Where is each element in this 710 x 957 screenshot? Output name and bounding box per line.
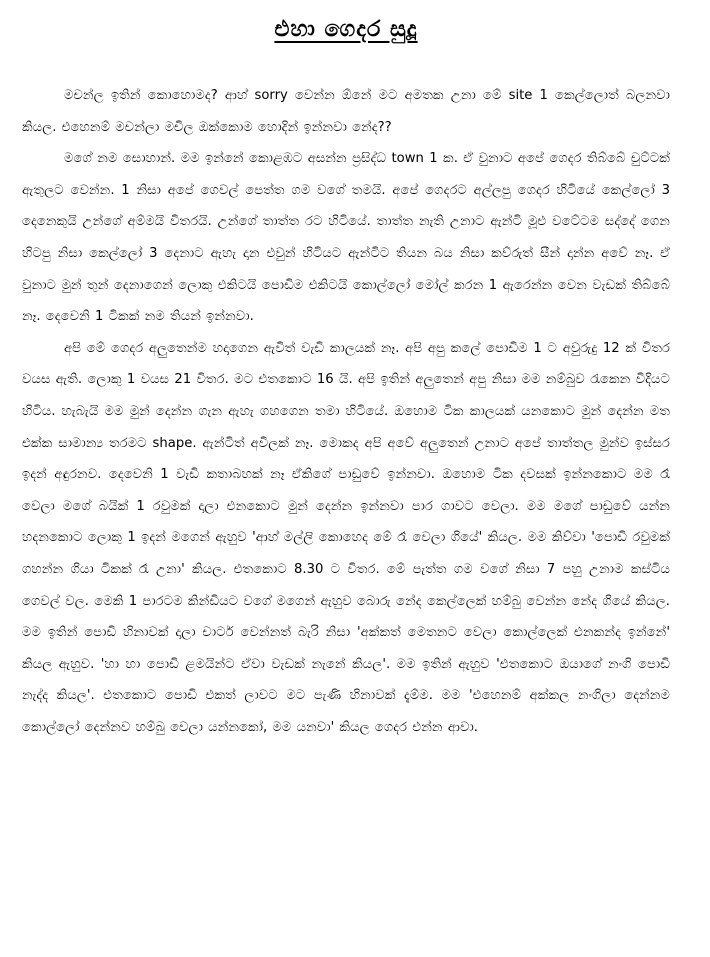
paragraph-3: අපි මේ ගෙදර අලුතෙන්ම හදාගෙන ඇවිත් වැඩි කාලයක් නෑ. අපි අපු කලේ පොඩිම 1 ට අවුරුදු 12 ක් විතර වයස ඇති. ලොකු 1 වයස 21 විතර. මට එතකොට 16 යි. අපි ඉතින් අලුතෙන් අපු නිසා මම නම්බුව රැකෙන විදියට හිටිය. හැබැයි මම මුන් දෙන්න ගැන ඇහැ ගහගෙන තමා හිටියේ. ඔහොම ටික කාලයක් යනකොට මුන් දෙන්න මත එක්ක සාමාන්‍ය තරමට shape. ඇන්ටිත් අවිලක් නෑ. මොකද අපි අවේ අලුතෙන් උනාට අපේ තාත්තල මුන්ව ඉස්සර ඉදන් අඳුරනව. දෙවෙනි 1 වැඩි කතාබහක් නෑ ඒකිගේ පාඩුවේ ඉන්නවා. ඔහොම ටික දවසක් ඉන්නකොට මම රෑ වෙලා මගේ බයික් 1 රවුමක් දාලා එනකොට මුන් දෙන්න ඉන්නවා පාර ගාවට වෙලා. මම මගේ පාඩුවේ යන්න හදනකොට ලොකු 1 ඉදන් මගෙන් ඇහුව 'ආහ් මල්ලි කොහෙද මේ රෑ වෙලා ගියේ' කියල. මම කිව්වා 'පොඩි රවුමක් ගහන්න ගියා ටිකක් රෑ උනා' කියල. එතකොට 8.30 ට විතර. මේ පැත්ත ගම වගේ නිසා 7 පහු උනාම කස්ටිය ගෙවල් වල. මෙකි 1 පාරටම කින්ඩියට වගේ මගෙන් ඇහුව බොරු නේද කෙල්ලෙක් හම්බු වෙන්න නේද ගියේ කියල. මම ඉතින් පොඩි හිනාවක් දාලා චාටර් වෙන්නත් බැරි නිසා 'අක්කත් මෙතනට වෙලා කොල්ලෙක් එනකන්ද ඉන්නේ' කියල ඇහුව. 'හා හා පොඩි ළමයින්ට ඒවා වැඩක් නැනේ කියල'. මම ඉතින් ඇහුව 'එතකොට ඔයාගේ නංගි පොඩි නැද්ද කියල'. එතකොට පොඩි එකත් ලාවට මට පැණි හිනාවක් දැම්ම. මම 'එහෙනම් අක්කල නංගිලා දෙන්නම කොල්ලෝ දෙන්නව හම්බු වෙලා යන්නකෝ, මම යනවා' කියල ගෙදර එන්න ආවා. bbox=[22, 340, 670, 735]
paragraph-2: මගේ නම සොහාන්. මම ඉන්නේ කොළඹට අසන්න ප්‍රසිද්ධ town 1 ක. ඒ වුනාට අපේ ගෙදර තිබ්බේ චුට්ටක් ඇතුලට වෙන්න. 1 නිසා අපේ ගෙවල් පෙත්ත ගම වගේ තමයි. අපේ ගෙදරට අල්ලපු ගෙදර හිටියේ කෙල්ලෝ 3 දෙනෙකුයි උන්ගේ අම්මයි විතරයි. උන්ගේ තාත්ත රට හිටියේ. තාත්ත නැති උනාට ඇන්ටි මූළු වටේටම සද්දේ ගෙන හිටපු නිසා කෙල්ලෝ 3 දෙනාට ඇහැ දාන එවුන් හිටියට ඇන්ටිට තියන බය නිසා කව්රුත් සීන් දාන්න අවේ නෑ. ඒ වුනාට මුන් තුන් දෙනාගෙන් ලොකු එකිටයි පොඩිම එකිටයි කොල්ලෝ මෝල් කරන 1 ඇරෙන්න වෙන වැඩක් තිබ්බේ නෑ. දෙවෙනි 1 ටිකක් නම තියන් ඉන්නවා. bbox=[22, 151, 670, 325]
page-title: එහා ගෙදර සුදූ bbox=[274, 17, 418, 42]
paragraph-1: මචන්ල ඉතින් කොහොමද? ආහ් sorry වෙන්න ඕනේ මට අමතක උනා මේ site 1 කෙල්ලොත් බලනවා කියල. එහෙනම් මචන්ලා මචිල ඔක්කොම හොදින් ඉන්නවා නේද?? bbox=[22, 88, 670, 135]
